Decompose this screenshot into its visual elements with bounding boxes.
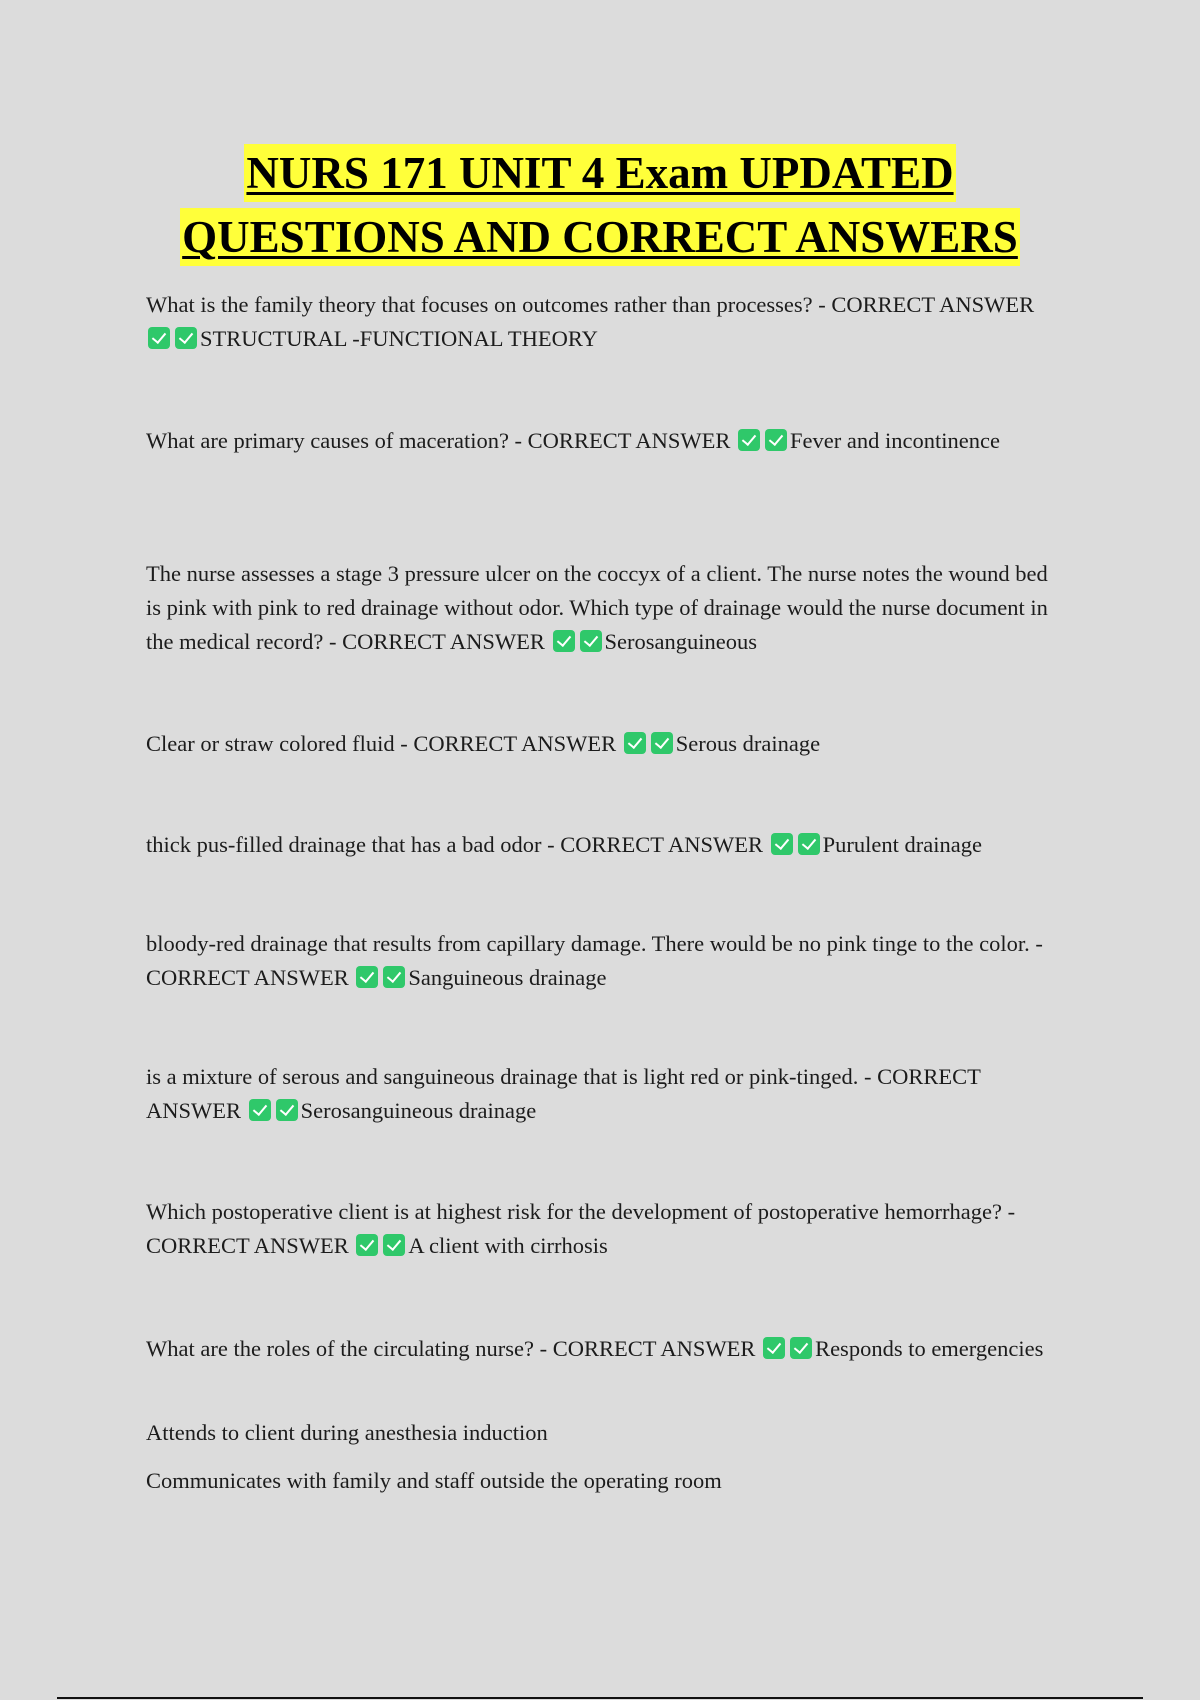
check-icon	[738, 429, 760, 451]
check-icon	[624, 732, 646, 754]
answer-text: Purulent drainage	[822, 832, 982, 857]
check-icon	[580, 630, 602, 652]
answer-text: A client with cirrhosis	[408, 1233, 608, 1258]
check-icon	[249, 1099, 271, 1121]
check-icon	[356, 966, 378, 988]
answer-extra-line: Communicates with family and staff outside the operating room	[146, 1468, 722, 1493]
title-line-2: QUESTIONS AND CORRECT ANSWERS	[180, 208, 1020, 266]
check-icon	[356, 1234, 378, 1256]
answer-text: Responds to emergencies	[815, 1336, 1044, 1361]
question-text: What is the family theory that focuses on outcomes rather than processes? - CORRECT ANSWER	[146, 292, 1035, 317]
answer-text: Serosanguineous drainage	[300, 1098, 537, 1123]
qa-item-8	[146, 1195, 1056, 1263]
question-text: The nurse assesses a stage 3 pressure ulcer on the coccyx of a client. The nurse notes the wound bed is pink with pink to red drainage without odor. Which type of drainage would the nurse document in the medical record? - CORRECT ANSWER	[146, 561, 1048, 654]
check-icon	[765, 429, 787, 451]
qa-item-5	[146, 828, 1056, 862]
question-text: thick pus-filled drainage that has a bad odor - CORRECT ANSWER	[146, 832, 763, 857]
answer-text: Fever and incontinence	[790, 428, 1000, 453]
question-text: is a mixture of serous and sanguineous drainage that is light red or pink-tinged. - CORRECT ANSWER	[146, 1064, 981, 1123]
footer-divider	[57, 1697, 1143, 1699]
qa-item-7	[146, 1060, 1056, 1128]
check-icon	[763, 1337, 785, 1359]
answer-extra-line: Attends to client during anesthesia induction	[146, 1420, 548, 1445]
title-line-1: NURS 171 UNIT 4 Exam UPDATED	[244, 144, 955, 202]
document-title	[0, 144, 1200, 272]
check-icon	[771, 833, 793, 855]
question-text: Which postoperative client is at highest risk for the development of postoperative hemorrhage? - CORRECT ANSWER	[146, 1199, 1016, 1258]
qa-item-4	[146, 727, 1056, 761]
answer-text: Serous drainage	[675, 731, 821, 756]
qa-item-2	[146, 424, 1056, 458]
question-text: What are primary causes of maceration? - CORRECT ANSWER	[146, 428, 731, 453]
answer-text: Sanguineous drainage	[408, 965, 607, 990]
check-icon	[798, 833, 820, 855]
check-icon	[790, 1337, 812, 1359]
check-icon	[148, 327, 170, 349]
question-text: What are the roles of the circulating nurse? - CORRECT ANSWER	[146, 1336, 756, 1361]
qa-item-3	[146, 557, 1056, 659]
answer-text: Serosanguineous	[604, 629, 757, 654]
check-icon	[553, 630, 575, 652]
check-icon	[383, 1234, 405, 1256]
qa-item-9	[146, 1332, 1056, 1366]
check-icon	[651, 732, 673, 754]
question-text: Clear or straw colored fluid - CORRECT ANSWER	[146, 731, 617, 756]
question-text: bloody-red drainage that results from capillary damage. There would be no pink tinge to the color. - CORRECT ANSWER	[146, 931, 1043, 990]
check-icon	[276, 1099, 298, 1121]
qa-item-1	[146, 288, 1056, 356]
answer-text: STRUCTURAL -FUNCTIONAL THEORY	[200, 326, 598, 351]
check-icon	[383, 966, 405, 988]
qa-item-6	[146, 927, 1056, 995]
check-icon	[175, 327, 197, 349]
